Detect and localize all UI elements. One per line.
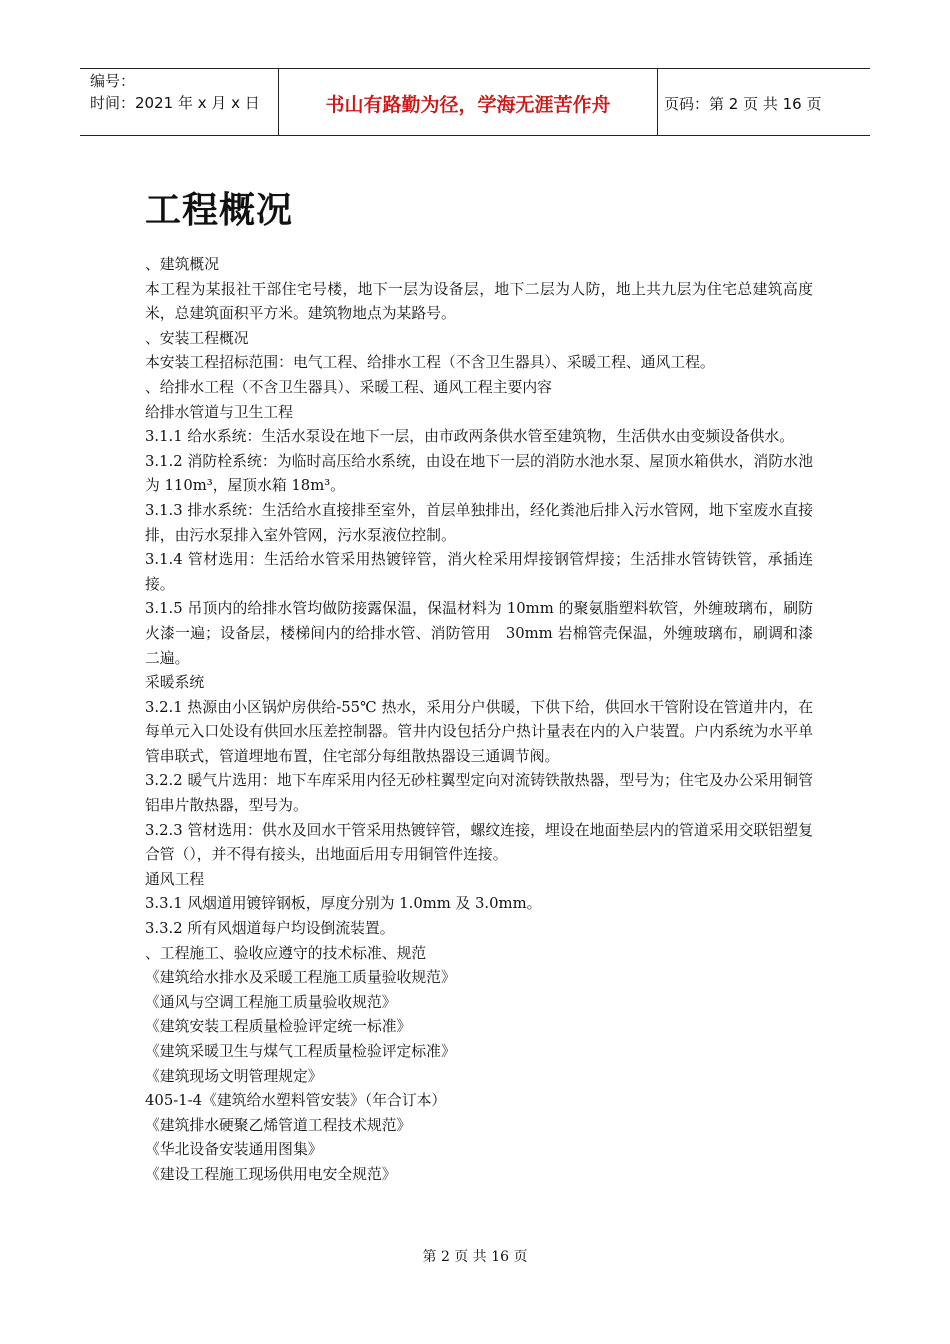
page-footer: 第 2 页 共 16 页 xyxy=(422,1249,528,1265)
paragraph: 给排水管道与卫生工程 xyxy=(145,403,293,421)
paragraph: 、工程施工、验收应遵守的技术标准、规范 xyxy=(145,944,427,962)
header-page-info: 页码：第 2 页 共 16 页 xyxy=(664,95,822,113)
document-title: 工程概况 xyxy=(145,190,294,231)
paragraph: 《建筑安装工程质量检验评定统一标准》 xyxy=(145,1018,412,1036)
header-bottom-rule xyxy=(80,135,870,136)
paragraph: 《建筑采暖卫生与煤气工程质量检验评定标准》 xyxy=(145,1043,456,1060)
paragraph: 3.1.4 管材选用：生活给水管采用热镀锌管，消火栓采用焊接钢管焊接；生活排水管铸铁管，承插连接。 xyxy=(145,551,813,593)
paragraph: 3.2.3 管材选用：供水及回水干管采用热镀锌管，螺纹连接，埋设在地面垫层内的管道采用交联铝塑复合管（），并不得有接头，出地面后用专用铜管件连接。 xyxy=(145,821,813,864)
paragraph: 《建筑现场文明管理规定》 xyxy=(145,1067,323,1085)
paragraph: 通风工程 xyxy=(145,870,205,888)
paragraph: 3.2.2 暖气片选用：地下车库采用内径无砂柱翼型定向对流铸铁散热器，型号为；住宅及办公采用铜管铝串片散热器，型号为。 xyxy=(145,772,813,815)
paragraph: 本安装工程招标范围：电气工程、给排水工程（不含卫生器具）、采暖工程、通风工程。 xyxy=(145,354,715,372)
paragraph: 《建筑排水硬聚乙烯管道工程技术规范》 xyxy=(145,1116,412,1134)
paragraph: 3.1.3 排水系统：生活给水直接排至室外，首层单独排出，经化粪池后排入污水管网，地下室废水直接排，由污水泵排入室外管网，污水泵液位控制。 xyxy=(145,501,813,544)
paragraph: 405-1-4《建筑给水塑料管安装》（年合订本） xyxy=(145,1092,447,1110)
paragraph: 3.1.5 吊顶内的给排水管均做防接露保温，保温材料为 10mm 的聚氨脂塑料软管，外缠玻璃布，刷防火漆一遍；设备层，楼梯间内的给排水管、消防管用 30mm 岩棉管壳保温，外缠玻璃布，刷调和漆二遍。 xyxy=(145,600,813,667)
paragraph: 3.3.1 风烟道用镀锌钢板，厚度分别为 1.0mm 及 3.0mm。 xyxy=(145,895,542,913)
paragraph: 《通风与空调工程施工质量验收规范》 xyxy=(145,993,397,1011)
paragraph: 本工程为某报社干部住宅号楼，地下一层为设备层，地下二层为人防，地上共九层为住宅总建筑高度米，总建筑面积平方米。建筑物地点为某路号。 xyxy=(145,280,813,323)
header-motto: 书山有路勤为径，学海无涯苦作舟 xyxy=(325,94,611,116)
header-divider-left xyxy=(278,68,279,135)
paragraph: 、建筑概况 xyxy=(145,256,219,273)
paragraph: 《建设工程施工现场供用电安全规范》 xyxy=(145,1165,397,1183)
paragraph: 《建筑给水排水及采暖工程施工质量验收规范》 xyxy=(145,969,456,987)
paragraph: 3.2.1 热源由小区锅炉房供给-55℃ 热水，采用分户供暖，下供下给，供回水干管附设在管道井内，在每单元入口处设有供回水压差控制器。管井内设包括分户热计量表在内的入户装置。户内系统为水平单管串联式，管道埋地布置，住宅部分每组散热器设三通调节阀。 xyxy=(145,698,813,765)
document-body xyxy=(145,253,813,1188)
paragraph: 、给排水工程（不含卫生器具）、采暖工程、通风工程主要内容 xyxy=(145,378,552,396)
paragraph: 《华北设备安装通用图集》 xyxy=(145,1141,323,1159)
header-top-rule xyxy=(80,68,870,69)
paragraph: 3.1.2 消防栓系统：为临时高压给水系统，由设在地下一层的消防水池水泵、屋顶水箱供水，消防水池为 110m³，屋顶水箱 18m³。 xyxy=(145,452,813,495)
paragraph: 3.3.2 所有风烟道每户均设倒流装置。 xyxy=(145,920,395,938)
paragraph: 3.1.1 给水系统：生活水泵设在地下一层，由市政两条供水管至建筑物，生活供水由变频设备供水。 xyxy=(145,428,795,446)
header-date-label: 时间：2021 年 x 月 x 日 xyxy=(90,94,260,112)
header-meta xyxy=(90,70,260,114)
header-number-label: 编号： xyxy=(90,72,136,90)
paragraph: 采暖系统 xyxy=(145,674,205,692)
paragraph: 、安装工程概况 xyxy=(145,329,249,347)
header-divider-right xyxy=(657,68,658,135)
